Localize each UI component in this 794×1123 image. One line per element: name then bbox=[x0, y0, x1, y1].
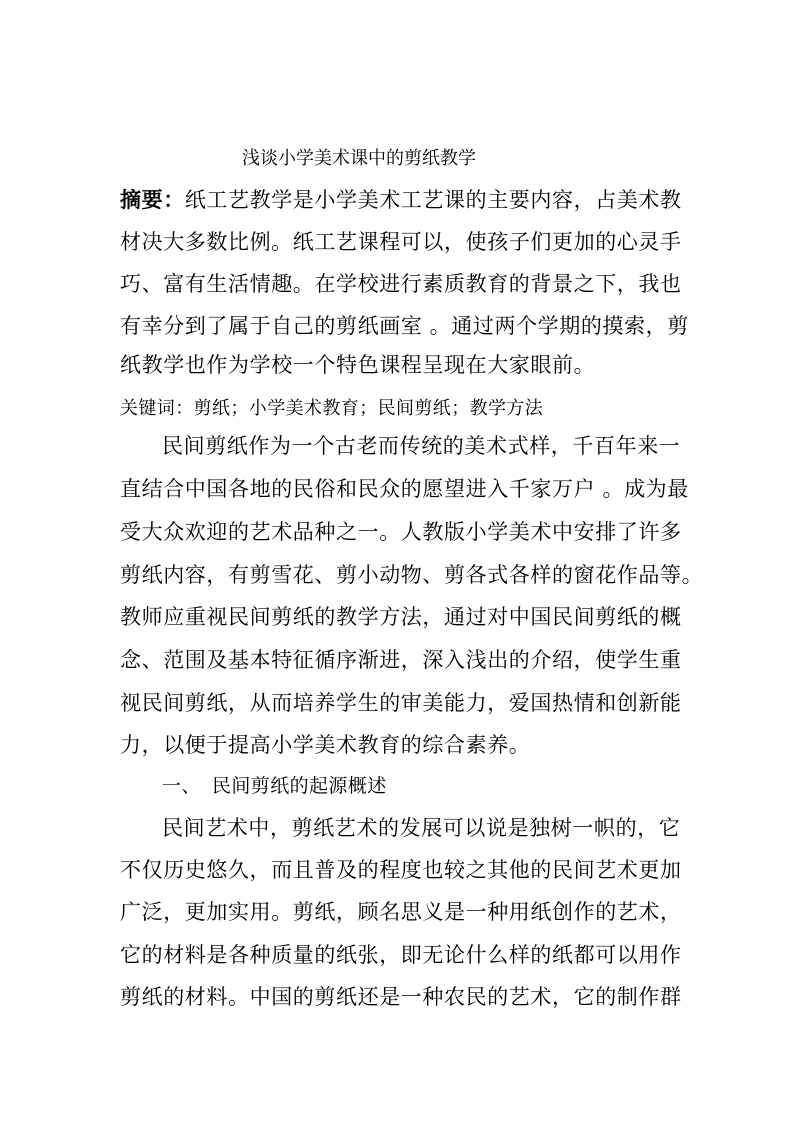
abstract-line: 有幸分到了属于自己的剪纸画室 。通过两个学期的摸索，剪 bbox=[120, 314, 689, 338]
paragraph-line: 民间剪纸作为一个古老而传统的美术式样，千百年来一 bbox=[162, 434, 681, 458]
abstract-line: 材决大多数比例。纸工艺课程可以，使孩子们更加的心灵手 bbox=[120, 230, 682, 254]
abstract-label: 摘要： bbox=[120, 188, 185, 212]
paragraph-line: 民间艺术中，剪纸艺术的发展可以说是独树一帜的，它 bbox=[162, 816, 681, 840]
paragraph-line: 不仅历史悠久，而且普及的程度也较之其他的民间艺术更加 bbox=[120, 858, 682, 882]
paragraph-line: 广泛，更加实用。剪纸，顾名思义是一种用纸创作的艺术， bbox=[120, 900, 682, 924]
paragraph-line: 教师应重视民间剪纸的教学方法，通过对中国民间剪纸的概 bbox=[120, 605, 682, 629]
paragraph-line: 剪纸的材料。中国的剪纸还是一种农民的艺术，它的制作群 bbox=[120, 985, 682, 1009]
abstract-text: 纸工艺教学是小学美术工艺课的主要内容，占美术教 bbox=[184, 188, 682, 212]
section-number: 一、 bbox=[162, 775, 201, 797]
page-title: 浅谈小学美术课中的剪纸教学 bbox=[242, 148, 476, 169]
paragraph-line: 受大众欢迎的艺术品种之一。人教版小学美术中安排了许多 bbox=[120, 520, 682, 544]
paragraph-line: 力，以便于提高小学美术教育的综合素养。 bbox=[120, 733, 531, 757]
paragraph-line: 它的材料是各种质量的纸张，即无论什么样的纸都可以用作 bbox=[120, 943, 682, 967]
keywords: 关键词：剪纸；小学美术教育；民间剪纸；教学方法 bbox=[120, 398, 544, 419]
abstract-line bbox=[120, 186, 680, 214]
abstract-line: 纸教学也作为学校一个特色课程呈现在大家眼前。 bbox=[120, 353, 596, 377]
paragraph-line: 剪纸内容，有剪雪花、剪小动物、剪各式各样的窗花作品等。 bbox=[120, 563, 704, 587]
section-title: 民间剪纸的起源概述 bbox=[212, 775, 387, 797]
paragraph-line: 视民间剪纸，从而培养学生的审美能力，爱国热情和创新能 bbox=[120, 691, 682, 715]
paragraph-line: 念、范围及基本特征循序渐进，深入浅出的介绍，使学生重 bbox=[120, 648, 682, 672]
paragraph-line: 直结合中国各地的民俗和民众的愿望进入千家万户 。成为最 bbox=[120, 477, 689, 501]
section-heading bbox=[162, 772, 722, 800]
abstract-line: 巧、富有生活情趣。在学校进行素质教育的背景之下，我也 bbox=[120, 272, 682, 296]
